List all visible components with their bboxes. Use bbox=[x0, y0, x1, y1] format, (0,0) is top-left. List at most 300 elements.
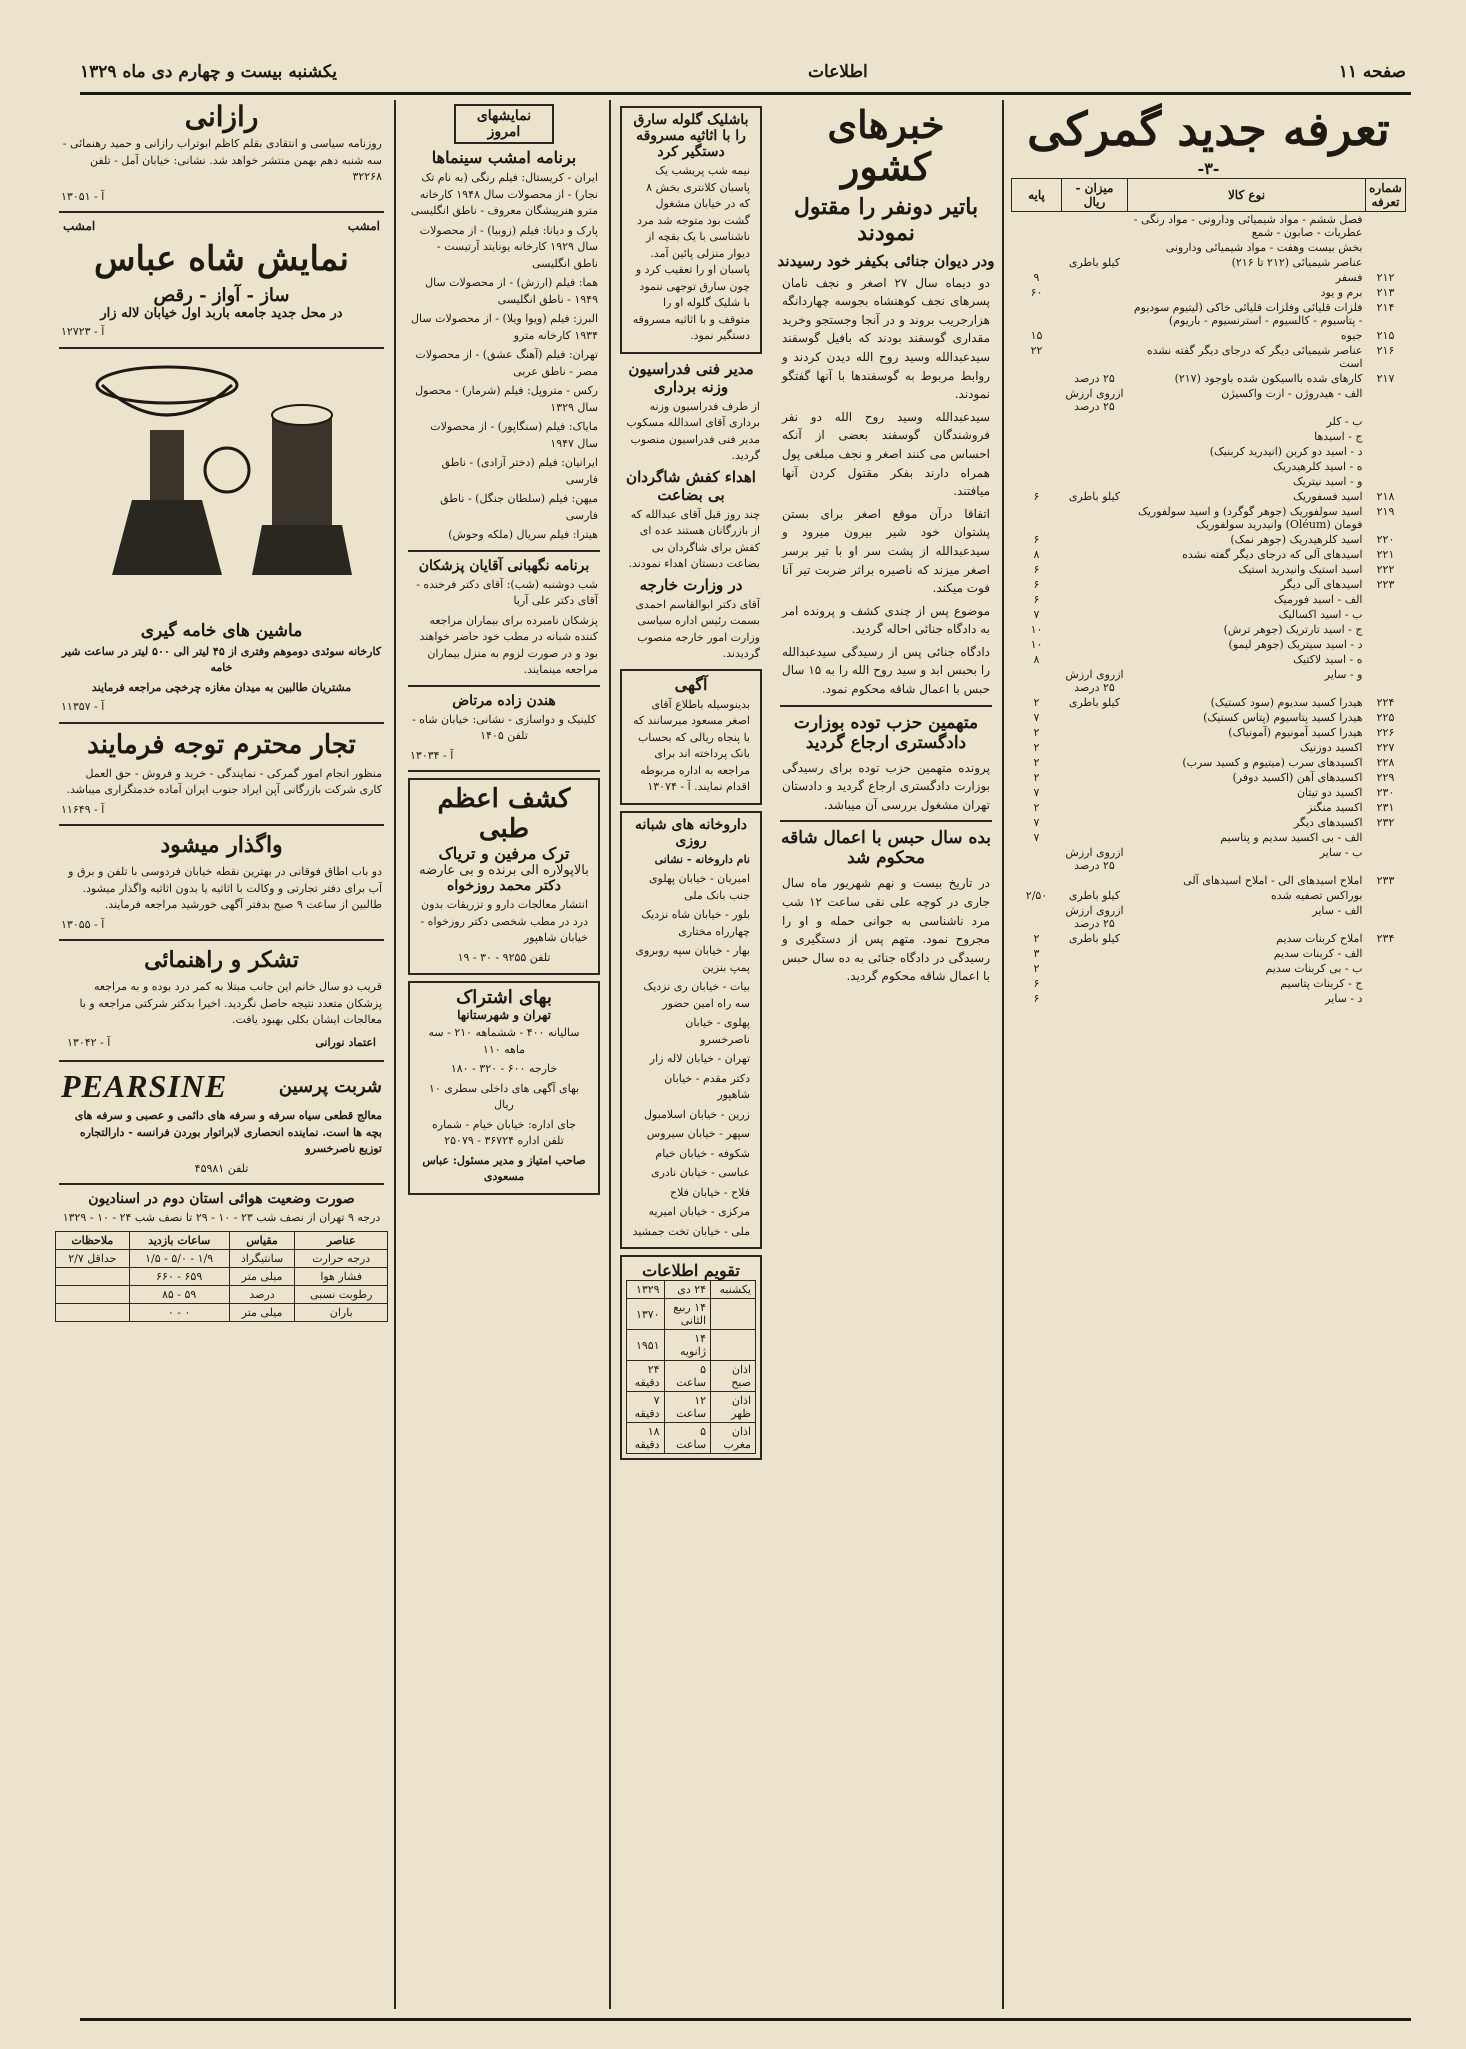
tariff-row bbox=[1012, 300, 1406, 328]
tariff-description: جیوه bbox=[1340, 328, 1363, 342]
tariff-rate: ۷ bbox=[1033, 830, 1040, 844]
tariff-unit bbox=[1062, 577, 1128, 592]
pharmacy-box bbox=[620, 811, 762, 1250]
cinema-title: برنامه امشب سینماها bbox=[431, 148, 577, 167]
subscription-box bbox=[408, 981, 600, 1195]
tariff-row bbox=[1012, 211, 1406, 240]
tariff-unit bbox=[1062, 532, 1128, 547]
tariff-rate: ۲ bbox=[1033, 740, 1040, 754]
medical-ad-line1: ترک مرفین و تریاک bbox=[438, 844, 570, 863]
calendar-row bbox=[627, 1330, 756, 1361]
divider bbox=[408, 550, 600, 552]
pearsine-phone: تلفن ۴۵۹۸۱ bbox=[194, 1161, 249, 1175]
tariff-unit: ازروی ارزش ۲۵ درصد bbox=[1065, 667, 1124, 694]
tariff-rate: ۲ bbox=[1033, 770, 1040, 784]
ads-column bbox=[55, 100, 388, 2019]
federation-title: مدیر فنی فدراسیون وزنه برداری bbox=[628, 359, 754, 396]
weather-cell: درصد bbox=[229, 1285, 295, 1303]
column-divider bbox=[609, 100, 611, 2009]
tariff-row bbox=[1012, 755, 1406, 770]
column-divider bbox=[394, 100, 396, 2009]
news-body-3: اتفاقا درآن موقع اصغر برای بستن پشتوان خود شیر بیرون میرود و سیدعبدالله از پشت سر او با تیر برسر اصغر میزند که ناصیره براثر ضربت تیر آنا فوت میکند. bbox=[782, 506, 990, 596]
tariff-row bbox=[1012, 695, 1406, 710]
tariff-unit bbox=[1062, 991, 1128, 1006]
weather-cell: ۱/۹ - ۵/۰ - ۱/۵ bbox=[129, 1249, 229, 1267]
tariff-unit bbox=[1062, 592, 1128, 607]
tariff-unit bbox=[1062, 652, 1128, 667]
news-body-1: دو دیماه سال ۲۷ اصغر و نجف نامان پسرهای نجف کوهنشاه بجوسه چهاردانگه هزارجریب بروند و در آنجا وجستجو وخرید مقداری گوسفند بودند که بافیل گوسفند سیدعبدالله وسید روح الله دیدن کردند و روابط مربوط به گوسفندها با آنها گفتگو نمودند. bbox=[782, 275, 990, 402]
tariff-unit bbox=[1062, 830, 1128, 845]
tariff-row bbox=[1012, 976, 1406, 991]
col-number: شماره تعرفه bbox=[1366, 178, 1406, 211]
tariff-description: املاح اسیدهای الی - املاح اسیدهای آلی bbox=[1183, 873, 1363, 887]
pharmacy-item: تهران - خیابان لاله زار bbox=[649, 1052, 750, 1065]
tariff-unit bbox=[1062, 562, 1128, 577]
merchants-code: آ - ۱۱۶۴۹ bbox=[61, 802, 105, 816]
divider bbox=[408, 770, 600, 772]
merchants-title: تجار محترم توجه فرمایند bbox=[87, 729, 356, 760]
calendar-cell: ۱۳۲۹ bbox=[627, 1281, 665, 1299]
tariff-row bbox=[1012, 815, 1406, 830]
cinema-item: رکس - متروپل: فیلم (شرمار) - محصول سال ۱۳۲۹ bbox=[415, 384, 598, 414]
tariff-number bbox=[1366, 607, 1406, 622]
tariff-row bbox=[1012, 371, 1406, 386]
tariff-number bbox=[1366, 845, 1406, 873]
tariff-unit bbox=[1062, 211, 1128, 240]
doctors-body: شب دوشنبه (شب): آقای دکتر فرخنده - آقای دکتر علی آریا bbox=[416, 577, 598, 607]
tariff-number: ۲۲۵ bbox=[1376, 710, 1395, 724]
tariff-description: اسیدهای آلی که درجای دیگر گفته نشده bbox=[1182, 547, 1363, 561]
tariff-rate: ۷ bbox=[1033, 785, 1040, 799]
surgeon-body: کلینیک و دواسازی - نشانی: خیابان شاه - تلفن ۱۴۰۵ bbox=[411, 712, 597, 742]
tariff-unit: ازروی ارزش ۲۵ درصد bbox=[1065, 903, 1124, 930]
calendar-row bbox=[627, 1361, 756, 1392]
cinema-item: میهن: فیلم (سلطان جنگل) - ناطق فارسی bbox=[440, 492, 598, 522]
weather-row bbox=[56, 1249, 388, 1267]
weather-cell: باران bbox=[295, 1303, 388, 1321]
tariff-number bbox=[1366, 652, 1406, 667]
calendar-row bbox=[627, 1392, 756, 1423]
calendar-cell bbox=[711, 1330, 756, 1361]
tariff-rate: ۱۰ bbox=[1030, 637, 1043, 651]
tariff-unit bbox=[1062, 710, 1128, 725]
tariff-number bbox=[1366, 667, 1406, 695]
tariff-row bbox=[1012, 386, 1406, 414]
tudeh-title: متهمین حزب توده بوزارت دادگستری ارجاع گردید bbox=[793, 712, 979, 753]
tariff-rate: ۲۲ bbox=[1030, 343, 1043, 357]
razani-code: آ - ۱۳۰۵۱ bbox=[61, 189, 105, 203]
tariff-rate bbox=[1012, 845, 1062, 873]
tariff-description: الف - اسید فورمیک bbox=[1273, 592, 1363, 606]
col-base: پایه bbox=[1012, 178, 1062, 211]
tariff-rate bbox=[1012, 371, 1062, 386]
tariff-number: ۲۳۱ bbox=[1376, 800, 1395, 814]
tariff-unit bbox=[1062, 637, 1128, 652]
tariff-rate bbox=[1012, 211, 1062, 240]
tariff-unit bbox=[1062, 770, 1128, 785]
news-body-5: دادگاه جنائی پس از رسیدگی سیدعبدالله را بحبس ابد و سید روح الله را به ۱۵ سال حبس با اعمال شاقه محکوم نمود. bbox=[782, 644, 991, 697]
subscription-row-1: سالیانه ۴۰۰ - ششماهه ۲۱۰ - سه ماهه ۱۱۰ bbox=[428, 1026, 580, 1056]
tariff-description: اسیدهای آلی دیگر bbox=[1280, 577, 1363, 591]
tariff-description: اکسید دوزنیک bbox=[1300, 740, 1363, 754]
calendar-cell: ۱۴ ربیع الثانی bbox=[664, 1299, 710, 1330]
tariff-number: ۲۱۸ bbox=[1376, 489, 1395, 503]
tariff-row bbox=[1012, 489, 1406, 504]
weather-row bbox=[56, 1267, 388, 1285]
tariff-number: ۲۲۷ bbox=[1376, 740, 1395, 754]
tariff-number bbox=[1366, 240, 1406, 255]
tariff-part: -۳- bbox=[1197, 158, 1220, 178]
tariff-description: هیدرا کسید آمونیوم (آمونیاک) bbox=[1228, 725, 1363, 739]
calendar-row bbox=[627, 1299, 756, 1330]
tariff-rate: ۲ bbox=[1033, 755, 1040, 769]
tariff-unit bbox=[1062, 474, 1128, 489]
tariff-column bbox=[1011, 100, 1406, 2019]
tariff-unit bbox=[1062, 961, 1128, 976]
tariff-rate: ۶ bbox=[1033, 562, 1040, 576]
tariff-number: ۲۳۳ bbox=[1376, 873, 1395, 887]
calendar-box bbox=[620, 1255, 762, 1460]
tariff-rate: ۸ bbox=[1033, 652, 1040, 666]
tariff-row bbox=[1012, 577, 1406, 592]
tariff-number bbox=[1366, 637, 1406, 652]
tariff-row bbox=[1012, 270, 1406, 285]
pharmacy-item: مرکزی - خیابان امیریه bbox=[648, 1205, 750, 1218]
tariff-description: الف - هیدروژن - ازت واکسیژن bbox=[1221, 386, 1363, 400]
subscription-owner: صاحب امتیاز و مدیر مسئول: عباس مسعودی bbox=[422, 1153, 586, 1183]
tariff-number: ۲۲۶ bbox=[1376, 725, 1395, 739]
tariff-rate bbox=[1012, 255, 1062, 270]
tariff-description: کارهای شده بااسیکون شده باوجود (۲۱۷) bbox=[1174, 371, 1363, 385]
weather-title: صورت وضعیت هوائی استان دوم در اسنادیون bbox=[88, 1191, 355, 1207]
tariff-row bbox=[1012, 652, 1406, 667]
thanks-body: قریب دو سال خانم این جانب مبتلا به کمر درد بوده و به مراجعه پزشکان متعدد نتیجه حاصل نگردید. اخیرا بدکتر شرکتی مراجعه و با معالجات ایشان بکلی بهبود یافت. bbox=[79, 980, 382, 1026]
weather-cell: فشار هوا bbox=[295, 1267, 388, 1285]
tariff-number: ۲۱۲ bbox=[1376, 270, 1395, 284]
tariff-row bbox=[1012, 459, 1406, 474]
tariff-number bbox=[1366, 622, 1406, 637]
pharmacy-item: بلور - خیابان شاه نزدیک چهارراه مختاری bbox=[641, 908, 750, 938]
tariff-unit bbox=[1062, 343, 1128, 371]
calendar-cell: یکشنبه bbox=[711, 1281, 756, 1299]
tariff-unit bbox=[1062, 504, 1128, 532]
tariff-number bbox=[1366, 474, 1406, 489]
federation-body: از طرف فدراسیون وزنه برداری آقای اسدالله مسکوب مدیر فنی فدراسیون منصوب گردید. bbox=[626, 399, 760, 462]
tariff-number: ۲۱۶ bbox=[1376, 343, 1395, 357]
divider bbox=[780, 820, 992, 822]
tariff-number: ۲۲۹ bbox=[1376, 770, 1395, 784]
tariff-title: تعرفه جدید گمرکی bbox=[1027, 102, 1390, 156]
tariff-number bbox=[1366, 888, 1406, 903]
tariff-rate: ۱۰ bbox=[1030, 622, 1043, 636]
tariff-description: اکسیدهای آهن (اکسید دوفر) bbox=[1232, 770, 1363, 784]
tariff-unit: کیلو باطری bbox=[1068, 888, 1121, 902]
tariff-row bbox=[1012, 607, 1406, 622]
tariff-description: فسفر bbox=[1335, 270, 1363, 284]
tariff-row bbox=[1012, 547, 1406, 562]
tariff-number: ۲۳۴ bbox=[1376, 931, 1395, 945]
medical-ad bbox=[408, 778, 600, 975]
cinema-item: مایاک: فیلم (سنگاپور) - از محصولات سال ۱۹۴۷ bbox=[430, 420, 598, 450]
masthead bbox=[80, 55, 1406, 89]
arrest-title: باشلیک گلوله سارق را با اثاثیه مسروقه دستگیر کرد bbox=[633, 112, 749, 160]
calendar-cell: ۲۴ دقیقه bbox=[627, 1361, 665, 1392]
tariff-description: ج - اسید تارتریک (جوهر ترش) bbox=[1223, 622, 1363, 636]
tariff-unit bbox=[1062, 740, 1128, 755]
tudeh-body: پرونده متهمین حزب توده برای رسیدگی بوزارت دادگستری ارجاع گردید و دادستان تهران مشغول بررسی آن میباشد. bbox=[782, 760, 990, 812]
cinema-item: هما: فیلم (ارزش) - از محصولات سال ۱۹۴۹ - ناطق انگلیسی bbox=[425, 276, 598, 306]
tariff-unit bbox=[1062, 429, 1128, 444]
calendar-cell: ۵ ساعت bbox=[664, 1361, 710, 1392]
cinema-item: البرز: فیلم (ویوا ویلا) - از محصولات سال ۱۹۳۴ کارخانه مترو bbox=[411, 312, 598, 342]
tariff-number: ۲۲۰ bbox=[1376, 532, 1395, 546]
tariff-description: فصل ششم - مواد شیمیائی ودارونی - مواد رنگی - عطریات - صابون - شمع bbox=[1133, 212, 1363, 239]
tariff-unit bbox=[1062, 976, 1128, 991]
tariff-description: ب - بی کربنات سدیم bbox=[1265, 961, 1363, 975]
subscription-note: بهای آگهی های داخلی سطری ۱۰ ریال bbox=[428, 1081, 580, 1111]
news-title: خبرهای کشور bbox=[827, 102, 945, 189]
tariff-rate bbox=[1012, 667, 1062, 695]
surgeon-code: آ - ۱۳۰۳۴ bbox=[410, 748, 454, 762]
divider bbox=[59, 347, 384, 349]
tariff-rows bbox=[1012, 211, 1406, 1006]
footer-rule bbox=[80, 2018, 1411, 2021]
calendar-cell: ۷ دقیقه bbox=[627, 1392, 665, 1423]
tariff-row bbox=[1012, 285, 1406, 300]
ministry-body: آقای دکتر ابوالقاسم احمدی بسمت رئیس اداره سیاسی وزارت امور خارجه منصوب گردیدند. bbox=[635, 597, 760, 660]
tariff-row bbox=[1012, 343, 1406, 371]
weather-header: ملاحظات bbox=[56, 1231, 130, 1249]
tariff-unit bbox=[1062, 444, 1128, 459]
subscription-row-2: خارجه ۶۰۰ - ۳۲۰ - ۱۸۰ bbox=[450, 1062, 558, 1075]
weather-cell: سانتیگراد bbox=[229, 1249, 295, 1267]
tariff-unit bbox=[1062, 815, 1128, 830]
calendar-cell: اذان صبح bbox=[711, 1361, 756, 1392]
weather-table bbox=[55, 1231, 388, 1322]
tariff-row bbox=[1012, 474, 1406, 489]
tariff-description: هیدرا کسید پتاسیوم (پتاس کستیک) bbox=[1203, 710, 1363, 724]
weather-sub: درجه ۹ تهران از نصف شب ۲۳ - ۱۰ - ۲۹ تا نصف شب ۲۴ - ۱۰ - ۱۳۲۹ bbox=[62, 1211, 381, 1224]
tariff-description: اسید فسفوریک bbox=[1293, 489, 1363, 503]
tariff-row bbox=[1012, 740, 1406, 755]
tariff-table bbox=[1011, 178, 1406, 1006]
calendar-cell: ۲۴ دی bbox=[664, 1281, 710, 1299]
gift-title: اهداء کفش شاگردان بی بضاعت bbox=[626, 467, 756, 504]
tariff-unit bbox=[1062, 725, 1128, 740]
weather-header: عناصر bbox=[295, 1231, 388, 1249]
tariff-unit bbox=[1062, 755, 1128, 770]
calendar-cell: اذان مغرب bbox=[711, 1423, 756, 1454]
weather-cell: میلی متر bbox=[229, 1267, 295, 1285]
tariff-number bbox=[1366, 946, 1406, 961]
tariff-rate: ۷ bbox=[1033, 710, 1040, 724]
cinema-list bbox=[404, 170, 604, 544]
tariff-unit bbox=[1062, 328, 1128, 343]
tariff-unit: کیلو باطری bbox=[1068, 489, 1121, 503]
tariff-row bbox=[1012, 888, 1406, 903]
calendar-cell: ۱۲ ساعت bbox=[664, 1392, 710, 1423]
tariff-description: برم و یود bbox=[1320, 285, 1363, 299]
doctors-title: برنامه نگهبانی آقایان پزشکان bbox=[418, 557, 590, 574]
tariff-rate: ۲ bbox=[1033, 695, 1040, 709]
tariff-unit bbox=[1062, 270, 1128, 285]
tariff-rate: ۶ bbox=[1033, 592, 1040, 606]
tariff-row bbox=[1012, 414, 1406, 429]
tariff-number bbox=[1366, 976, 1406, 991]
tariff-description: اسید استیک وانیدرید استیک bbox=[1238, 562, 1363, 576]
tariff-rate: ۶۰ bbox=[1030, 285, 1043, 299]
pharmacy-item: فلاح - خیابان فلاح bbox=[669, 1185, 750, 1199]
weather-cell: درجه حرارت bbox=[295, 1249, 388, 1267]
calendar-cell: ۵ ساعت bbox=[664, 1423, 710, 1454]
divider bbox=[780, 705, 992, 707]
divider bbox=[408, 685, 600, 687]
cinema-item: هیترا: فیلم سریال (ملکه وحوش) bbox=[448, 528, 598, 541]
tariff-row bbox=[1012, 504, 1406, 532]
pharmacy-item: دکتر مقدم - خیابان شاهپور bbox=[664, 1071, 750, 1101]
tariff-description: د - اسید دو کربن (انیدرید کربنیک) bbox=[1209, 444, 1363, 458]
pearsine-body: معالج قطعی سیاه سرفه و سرفه های دائمی و عصبی و سرفه های بچه ها است. نماینده انحصاری لابراتوار بوردن فرانسه - دارالتجاره توزیع ناصرخسرو bbox=[74, 1109, 382, 1155]
tariff-description: د - سایر bbox=[1325, 991, 1363, 1005]
tariff-rate bbox=[1012, 903, 1062, 931]
calendar-cell: ۱۸ دقیقه bbox=[627, 1423, 665, 1454]
razani-title: رازانی bbox=[184, 100, 259, 133]
tariff-rate bbox=[1012, 429, 1062, 444]
show-title: نمایش شاه عباس bbox=[93, 239, 350, 279]
tariff-description: اکسید منگنز bbox=[1307, 800, 1363, 814]
tariff-row bbox=[1012, 991, 1406, 1006]
tariff-unit bbox=[1062, 414, 1128, 429]
issue-date: یکشنبه بیست و چهارم دی ماه ۱۳۲۹ bbox=[80, 62, 337, 82]
tariff-description: ج - کربنات پتاسیم bbox=[1280, 976, 1363, 990]
tariff-number bbox=[1366, 429, 1406, 444]
weather-cell: حداقل ۲/۷ bbox=[56, 1249, 130, 1267]
tariff-rate bbox=[1012, 300, 1062, 328]
tariff-rate: ۷ bbox=[1033, 815, 1040, 829]
news-subhead: ودر دیوان جنائی بکیفر خود رسیدند bbox=[777, 251, 995, 270]
pharmacy-item: پهلوی - خیابان ناصرخسرو bbox=[685, 1016, 750, 1046]
tariff-number bbox=[1366, 414, 1406, 429]
weather-cell: رطوبت نسبی bbox=[295, 1285, 388, 1303]
column-divider bbox=[1002, 100, 1004, 2009]
show-banner bbox=[55, 219, 388, 233]
calendar-cell: اذان ظهر bbox=[711, 1392, 756, 1423]
tariff-rate bbox=[1012, 240, 1062, 255]
short-news-column bbox=[616, 100, 766, 2019]
tariff-rate: ۲/۵۰ bbox=[1025, 888, 1048, 902]
tariff-row bbox=[1012, 255, 1406, 270]
thanks-code: آ - ۱۳۰۴۲ bbox=[67, 1035, 111, 1049]
tariff-description: الف - بی اکسید سدیم و پتاسیم bbox=[1220, 830, 1363, 844]
tariff-unit bbox=[1062, 459, 1128, 474]
pharmacy-list bbox=[626, 871, 756, 1240]
weather-cell bbox=[56, 1285, 130, 1303]
tariff-row bbox=[1012, 770, 1406, 785]
show-sub: ساز - آواز - رقص bbox=[153, 285, 290, 306]
notice-title: آگهی bbox=[674, 674, 708, 694]
tariff-description: و - سایر bbox=[1324, 667, 1363, 681]
pharmacy-item: عباسی - خیابان نادری bbox=[650, 1166, 750, 1179]
tariff-rate: ۲ bbox=[1033, 725, 1040, 739]
tariff-rate: ۶ bbox=[1033, 577, 1040, 591]
tariff-row bbox=[1012, 429, 1406, 444]
show-label-left: امشب bbox=[63, 219, 96, 233]
tariff-number: ۲۲۲ bbox=[1376, 562, 1395, 576]
tariff-unit bbox=[1062, 946, 1128, 961]
calendar-title: تقویم اطلاعات bbox=[642, 1261, 740, 1280]
show-code: آ - ۱۲۷۲۳ bbox=[61, 325, 105, 338]
cinema-item: ایران - کریستال: فیلم رنگی (به نام تک نجار) - از محصولات سال ۱۹۴۸ کارخانه مترو هنرپیشگان معروف - ناطق انگلیسی bbox=[410, 171, 598, 217]
weather-cell: ۰ - ۰ bbox=[129, 1303, 229, 1321]
tariff-number bbox=[1366, 255, 1406, 270]
pharmacy-item: ملی - خیابان تخت جمشید bbox=[632, 1224, 750, 1238]
news-body-2: سیدعبدالله وسید روح الله دو نفر فروشندگان گوسفند بعضی از آنکه احساس می کنند اصغر و نجف مبلغی پول همراه دارند بفکر مقتول کردن آنها میافتند. bbox=[782, 409, 990, 499]
tariff-unit bbox=[1062, 285, 1128, 300]
calendar-cell bbox=[711, 1299, 756, 1330]
cinema-item: تهران: فیلم (آهنگ عشق) - از محصولات مصر - ناطق عربی bbox=[415, 348, 598, 378]
tariff-row bbox=[1012, 873, 1406, 888]
tariff-unit bbox=[1062, 607, 1128, 622]
medical-ad-line3: دکتر محمد روزخواه bbox=[447, 878, 561, 894]
tariff-number: ۲۲۱ bbox=[1376, 547, 1395, 561]
divider bbox=[59, 1183, 384, 1185]
thanks-name: اعتماد نورانی bbox=[315, 1035, 376, 1049]
machine-body: کارخانه سوئدی دوموهم وفتری از ۴۵ لیتر الی ۵۰۰ لیتر در ساعت شیر خامه bbox=[61, 644, 382, 674]
tariff-row bbox=[1012, 710, 1406, 725]
tariff-unit: کیلو باطری bbox=[1068, 255, 1121, 269]
pharmacy-item: شکوفه - خیابان خیام bbox=[655, 1146, 750, 1160]
cinema-item: ایرانیان: فیلم (دختر آزادی) - ناطق فارسی bbox=[441, 456, 598, 486]
tariff-rate bbox=[1012, 459, 1062, 474]
tariff-unit bbox=[1062, 622, 1128, 637]
tariff-rate: ۶ bbox=[1033, 489, 1040, 503]
tariff-rate: ۸ bbox=[1033, 547, 1040, 561]
tariff-number: ۲۱۳ bbox=[1376, 285, 1395, 299]
tariff-description: ب - سایر bbox=[1319, 845, 1363, 859]
ministry-title: در وزارت خارجه bbox=[639, 575, 743, 594]
tariff-row bbox=[1012, 725, 1406, 740]
paper-name: اطلاعات bbox=[807, 62, 868, 82]
calendar-row bbox=[627, 1281, 756, 1299]
tariff-description: الف - سایر bbox=[1312, 903, 1363, 917]
tariff-description: املاح کربنات سدیم bbox=[1276, 931, 1363, 945]
tariff-rate: ۲ bbox=[1033, 961, 1040, 975]
pearsine-header bbox=[55, 1068, 388, 1105]
weather-cell: میلی متر bbox=[229, 1303, 295, 1321]
tariff-rate: ۶ bbox=[1033, 532, 1040, 546]
tariff-unit: ازروی ارزش ۲۵ درصد bbox=[1065, 386, 1124, 413]
tariff-row bbox=[1012, 592, 1406, 607]
tariff-description: اکسیدهای دیگر bbox=[1293, 815, 1363, 829]
weather-header: ساعات بازدید bbox=[129, 1231, 229, 1249]
thanks-footer bbox=[55, 1032, 388, 1055]
calendar-cell: ۱۹۵۱ bbox=[627, 1330, 665, 1361]
tariff-number: ۲۱۴ bbox=[1376, 300, 1395, 314]
divider bbox=[59, 722, 384, 724]
tariff-rate bbox=[1012, 414, 1062, 429]
tariff-description: اسید سولفوریک (جوهر گوگرد) و اسید سولفوریک فومان (Oléum) وانیدرید سولفوریک bbox=[1137, 504, 1363, 531]
tariff-description: فلزات قلیائی وفلزات قلیائی خاکی (لیتیوم سودیوم - پتاسیوم - کالسیوم - استرنسیوم - باریوم) bbox=[1133, 300, 1363, 327]
tariff-rate: ۶ bbox=[1033, 976, 1040, 990]
cream-separator-drawing bbox=[72, 355, 372, 585]
col-unit: میزان - ریال bbox=[1062, 178, 1128, 211]
tariff-row bbox=[1012, 931, 1406, 946]
tariff-description: هیدرا کسید سدیوم (سود کستیک) bbox=[1210, 695, 1363, 709]
tariff-unit bbox=[1062, 873, 1128, 888]
tariff-description: بوراکس تصفیه شده bbox=[1270, 888, 1363, 902]
sentence-body: در تاریخ بیست و نهم شهریور ماه سال جاری در کوچه علی نقی ساعت ۱۲ شب مرد ناشناسی به جوانی حمله و او را مجروح نمود. متهم پس از دستگیری و رسیدگی در دادگاه جنائی به ده سال حبس با اعمال شاقه محکوم گردید. bbox=[782, 876, 990, 984]
weather-cell bbox=[56, 1303, 130, 1321]
